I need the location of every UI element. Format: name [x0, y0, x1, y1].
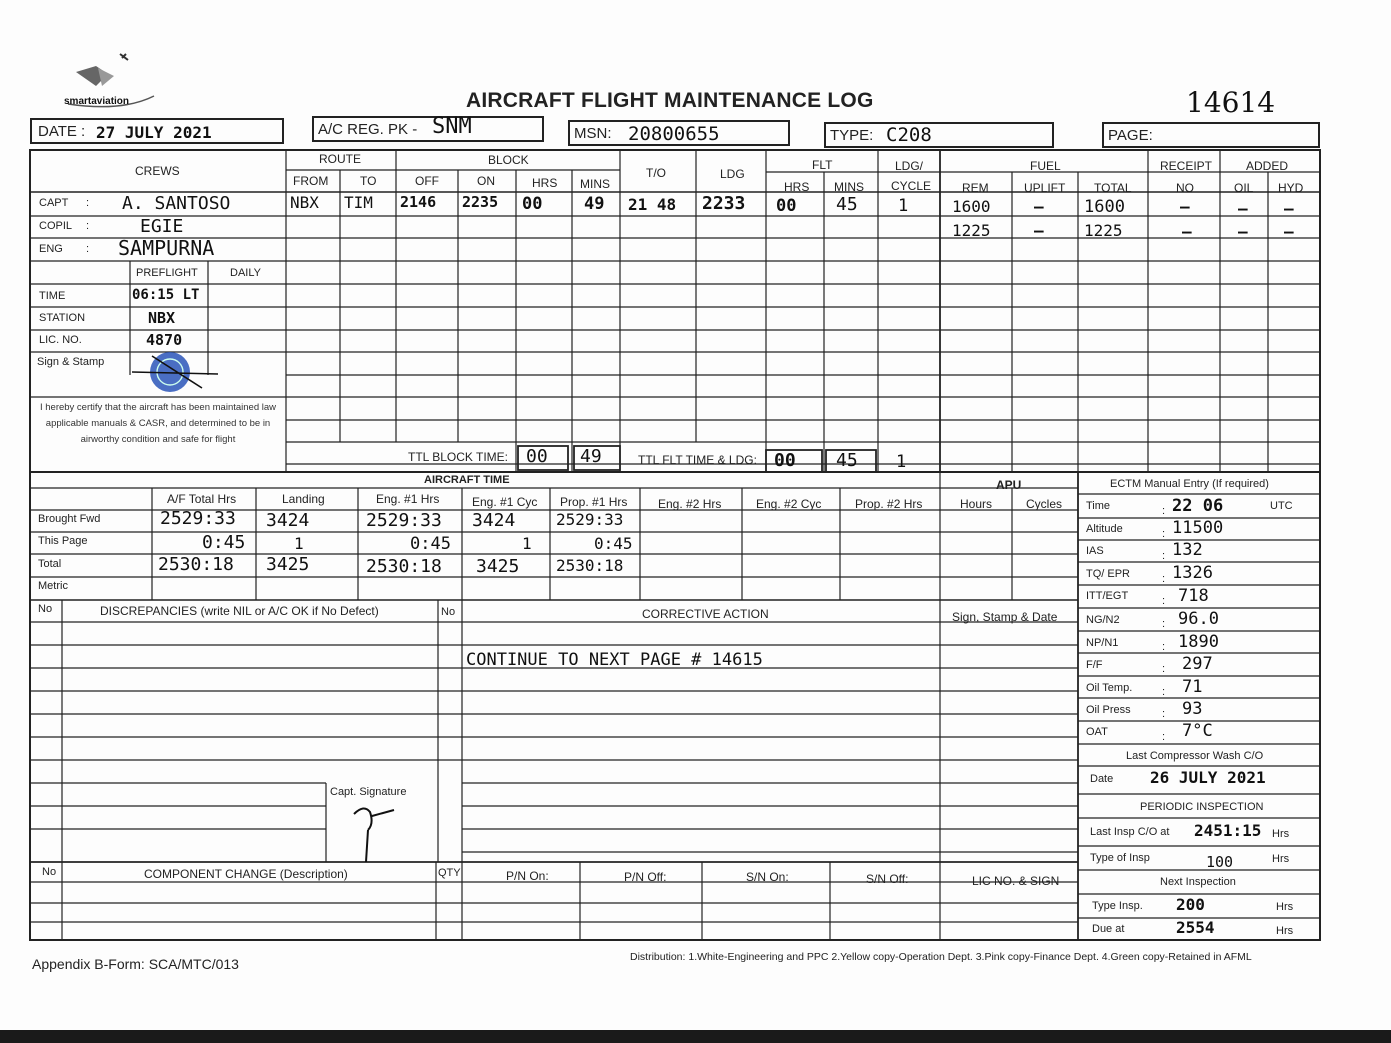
- uplift-header: UPLIFT: [1024, 181, 1066, 195]
- rem-header: REM: [962, 181, 989, 195]
- last-insp-label: Last Insp C/O at: [1090, 826, 1170, 838]
- at-header-7: Eng. #2 Cyc: [756, 497, 822, 511]
- certify-text: I hereby certify that the aircraft has been maintained law applicable manuals & CASR, and determined to be in airworthy condition and safe for flight: [39, 402, 277, 445]
- at-tp-af: 0:45: [202, 532, 246, 553]
- fuel-receipt-1: –: [1180, 197, 1190, 216]
- at-row-label-1: Brought Fwd: [38, 513, 101, 525]
- due-value: 2554: [1176, 918, 1215, 937]
- ldg-cycle-header-2: CYCLE: [891, 179, 932, 193]
- receipt-header: RECEIPT: [1160, 159, 1213, 173]
- ectm-label-np: NP/N1: [1086, 637, 1119, 649]
- at-header-1: A/F Total Hrs: [167, 492, 237, 506]
- hrs-header: HRS: [532, 176, 558, 190]
- block-header: BLOCK: [488, 153, 529, 167]
- reg-value: SNM: [432, 114, 472, 139]
- at-tp-eng1hrs: 0:45: [410, 534, 451, 554]
- at-row-label-4: Metric: [38, 580, 68, 592]
- crews-header: CREWS: [135, 164, 180, 178]
- flt-hrs-header: HRS: [784, 180, 810, 194]
- wash-date-label: Date: [1090, 773, 1114, 785]
- flight-hrs: 00: [522, 194, 543, 214]
- flight-mins: 49: [584, 194, 605, 214]
- last-insp-value: 2451:15: [1194, 821, 1262, 840]
- lic-value: 4870: [146, 331, 183, 349]
- capt-value: A. SANTOSO: [122, 193, 231, 214]
- corr-no-header: No: [441, 606, 456, 618]
- preflight-label: PREFLIGHT: [136, 267, 198, 279]
- apu-title: APU: [996, 478, 1022, 492]
- ectm-label-ff: F/F: [1086, 659, 1103, 671]
- comp-qty-header: QTY: [438, 867, 461, 879]
- hyd-header: HYD: [1278, 181, 1304, 195]
- comp-no-header: No: [42, 866, 57, 878]
- reg-label: A/C REG. PK -: [318, 121, 418, 138]
- to-header: TO: [360, 174, 377, 188]
- ttl-flt-hrs: 00: [774, 450, 796, 471]
- due-label: Due at: [1092, 923, 1125, 935]
- next-title: Next Inspection: [1160, 876, 1236, 888]
- ectm-colons: : : : : : : : : : : :: [1162, 505, 1166, 743]
- periodic-title: PERIODIC INSPECTION: [1140, 801, 1264, 813]
- fuel-rem-2: 1225: [952, 221, 991, 240]
- ectm-value-oilpress: 93: [1182, 699, 1203, 719]
- fuel-receipt-2: –: [1182, 222, 1192, 241]
- wash-date-value: 26 JULY 2021: [1150, 768, 1266, 787]
- fuel-total-2: 1225: [1084, 221, 1123, 240]
- copil-value: EGIE: [140, 216, 184, 237]
- logo-text: smartaviation: [64, 96, 130, 107]
- flight-takeoff: 21 48: [628, 195, 677, 214]
- type-insp-value: 100: [1206, 853, 1234, 871]
- fuel-header: FUEL: [1030, 159, 1061, 173]
- page-label: PAGE:: [1108, 127, 1153, 144]
- msn-label: MSN:: [574, 125, 612, 142]
- form-title: AIRCRAFT FLIGHT MAINTENANCE LOG: [466, 89, 874, 112]
- ttl-ldg: 1: [896, 452, 907, 472]
- at-bf-af: 2529:33: [160, 508, 236, 529]
- ectm-unit-time: UTC: [1270, 500, 1293, 512]
- comp-pn-on: P/N On:: [506, 869, 549, 883]
- at-header-4: Eng. #1 Cyc: [472, 495, 538, 509]
- wash-title: Last Compressor Wash C/O: [1126, 750, 1264, 762]
- takeoff-header: T/O: [646, 166, 666, 180]
- fuel-total-1: 1600: [1084, 197, 1125, 217]
- time-label: TIME: [39, 290, 66, 302]
- at-total-prop1: 2530:18: [556, 556, 624, 575]
- comp-title: COMPONENT CHANGE (Description): [144, 867, 348, 881]
- sign-stamp-header: Sign, Stamp & Date: [952, 610, 1058, 624]
- ectm-label-itt: ITT/EGT: [1086, 590, 1129, 602]
- date-value: 27 JULY 2021: [96, 123, 212, 142]
- ttl-flt-mins: 45: [836, 450, 858, 471]
- corrective-entry: CONTINUE TO NEXT PAGE # 14615: [466, 650, 763, 670]
- ectm-value-oat: 7°C: [1182, 721, 1213, 741]
- eng-colon: :: [86, 243, 90, 255]
- at-header-8: Prop. #2 Hrs: [855, 497, 923, 511]
- ectm-value-tq: 1326: [1172, 563, 1213, 583]
- type-insp-unit: Hrs: [1272, 853, 1290, 865]
- ectm-label-oiltemp: Oil Temp.: [1086, 682, 1133, 694]
- at-bf-eng1cyc: 3424: [472, 510, 516, 531]
- ectm-label-alt: Altitude: [1086, 523, 1123, 535]
- apu-cycles: Cycles: [1026, 497, 1063, 511]
- corrective-header: CORRECTIVE ACTION: [642, 607, 769, 621]
- oil-header: OIL: [1234, 181, 1254, 195]
- fuel-uplift-2: –: [1034, 221, 1044, 240]
- flight-to: TIM: [344, 193, 373, 212]
- at-row-label-3: Total: [38, 558, 62, 570]
- at-total-eng1cyc: 3425: [476, 556, 520, 577]
- comp-lic: LIC NO. & SIGN: [972, 874, 1060, 888]
- mins-header: MINS: [580, 177, 610, 191]
- ectm-label-ias: IAS: [1086, 545, 1104, 557]
- receipt-no-header: NO: [1176, 181, 1194, 195]
- stamp-icon: [132, 350, 222, 401]
- msn-value: 20800655: [628, 123, 720, 145]
- next-type-unit: Hrs: [1276, 901, 1294, 913]
- at-total-landing: 3425: [266, 554, 310, 575]
- at-header-2: Landing: [282, 492, 325, 506]
- capt-colon: :: [86, 197, 90, 209]
- at-header-3: Eng. #1 Hrs: [376, 492, 440, 506]
- ectm-label-oat: OAT: [1086, 726, 1108, 738]
- station-value: NBX: [148, 309, 176, 327]
- last-insp-unit: Hrs: [1272, 828, 1290, 840]
- time-value: 06:15 LT: [132, 287, 200, 303]
- ectm-value-ng: 96.0: [1178, 609, 1219, 629]
- ttl-flt-label: TTL FLT TIME & LDG:: [638, 453, 757, 467]
- comp-sn-off: S/N Off:: [866, 872, 909, 886]
- serial-number: 14614: [1186, 86, 1276, 119]
- at-tp-landing: 1: [294, 534, 304, 553]
- copil-colon: :: [86, 220, 90, 232]
- at-header-5: Prop. #1 Hrs: [560, 495, 628, 509]
- flight-cycle: 1: [898, 196, 909, 216]
- form-code: Appendix B-Form: SCA/MTC/013: [32, 956, 239, 972]
- ectm-value-ias: 132: [1172, 540, 1203, 560]
- eng-label: ENG: [39, 243, 63, 255]
- next-type-value: 200: [1176, 895, 1205, 914]
- at-bf-eng1hrs: 2529:33: [366, 510, 442, 531]
- at-bf-prop1: 2529:33: [556, 510, 624, 529]
- capt-signature-label: Capt. Signature: [330, 786, 407, 798]
- flight-off: 2146: [400, 193, 437, 211]
- fuel-uplift-1: –: [1034, 197, 1044, 216]
- at-bf-landing: 3424: [266, 510, 310, 531]
- at-header-6: Eng. #2 Hrs: [658, 497, 722, 511]
- fuel-oil-1: –: [1238, 199, 1248, 218]
- ectm-label-ng: NG/N2: [1086, 614, 1120, 626]
- aircraft-time-title: AIRCRAFT TIME: [424, 474, 510, 486]
- copil-label: COPIL: [39, 220, 73, 232]
- comp-sn-on: S/N On:: [746, 870, 789, 884]
- ttl-block-label: TTL BLOCK TIME:: [408, 450, 509, 464]
- next-type-label: Type Insp.: [1092, 900, 1143, 912]
- flight-flt-mins: 45: [836, 194, 858, 215]
- ectm-value-np: 1890: [1178, 632, 1219, 652]
- at-row-label-2: This Page: [38, 535, 88, 547]
- comp-pn-off: P/N Off:: [624, 870, 667, 884]
- ectm-title: ECTM Manual Entry (If required): [1110, 478, 1269, 490]
- fuel-hyd-2: –: [1284, 222, 1294, 241]
- ectm-value-time: 22 06: [1172, 496, 1224, 516]
- type-insp-label: Type of Insp: [1090, 852, 1150, 864]
- flight-from: NBX: [290, 193, 319, 212]
- ectm-value-ff: 297: [1182, 654, 1213, 674]
- ectm-value-alt: 11500: [1172, 518, 1224, 538]
- added-header: ADDED: [1246, 159, 1289, 173]
- at-total-af: 2530:18: [158, 554, 234, 575]
- off-header: OFF: [415, 174, 439, 188]
- flt-header: FLT: [812, 158, 833, 172]
- route-header: ROUTE: [319, 152, 361, 166]
- at-tp-eng1cyc: 1: [522, 534, 532, 553]
- signature-mark: [348, 800, 408, 869]
- ectm-label-oilpress: Oil Press: [1086, 704, 1131, 716]
- apu-hours: Hours: [960, 497, 993, 511]
- fuel-hyd-1: –: [1284, 199, 1294, 218]
- station-label: STATION: [39, 312, 86, 324]
- scan-edge: [0, 1030, 1391, 1043]
- flt-mins-header: MINS: [834, 180, 864, 194]
- sign-label: Sign & Stamp: [37, 356, 105, 368]
- ectm-label-tq: TQ/ EPR: [1086, 568, 1131, 580]
- at-total-eng1hrs: 2530:18: [366, 556, 442, 577]
- disc-title: DISCREPANCIES (write NIL or A/C OK if No Defect): [100, 604, 379, 618]
- from-header: FROM: [293, 174, 329, 188]
- ldg-header: LDG: [720, 167, 745, 181]
- capt-label: CAPT: [39, 197, 69, 209]
- fuel-rem-1: 1600: [952, 197, 991, 216]
- ectm-value-oiltemp: 71: [1182, 677, 1203, 697]
- fuel-oil-2: –: [1238, 222, 1248, 241]
- eng-value: SAMPURNA: [118, 236, 215, 260]
- total-header: TOTAL: [1094, 181, 1132, 195]
- date-label: DATE :: [38, 123, 86, 140]
- flight-ldg: 2233: [702, 193, 746, 214]
- type-label: TYPE:: [830, 127, 874, 144]
- ttl-block-mins: 49: [580, 446, 602, 467]
- at-tp-prop1: 0:45: [594, 534, 633, 553]
- distribution-note: Distribution: 1.White-Engineering and PPC 2.Yellow copy-Operation Dept. 3.Pink copy-Finance Dept. 4.Green copy-Retained in AFML: [630, 951, 1252, 963]
- on-header: ON: [477, 174, 495, 188]
- disc-no-header: No: [38, 603, 53, 615]
- lic-label: LIC. NO.: [39, 334, 82, 346]
- ectm-value-itt: 718: [1178, 586, 1209, 606]
- ttl-block-hrs: 00: [526, 446, 548, 467]
- flight-flt-hrs: 00: [776, 196, 797, 216]
- ectm-label-time: Time: [1086, 500, 1111, 512]
- daily-label: DAILY: [230, 267, 261, 279]
- type-value: C208: [886, 124, 932, 146]
- ldg-cycle-header-1: LDG/: [895, 159, 924, 173]
- due-unit: Hrs: [1276, 925, 1294, 937]
- flight-on: 2235: [462, 193, 499, 211]
